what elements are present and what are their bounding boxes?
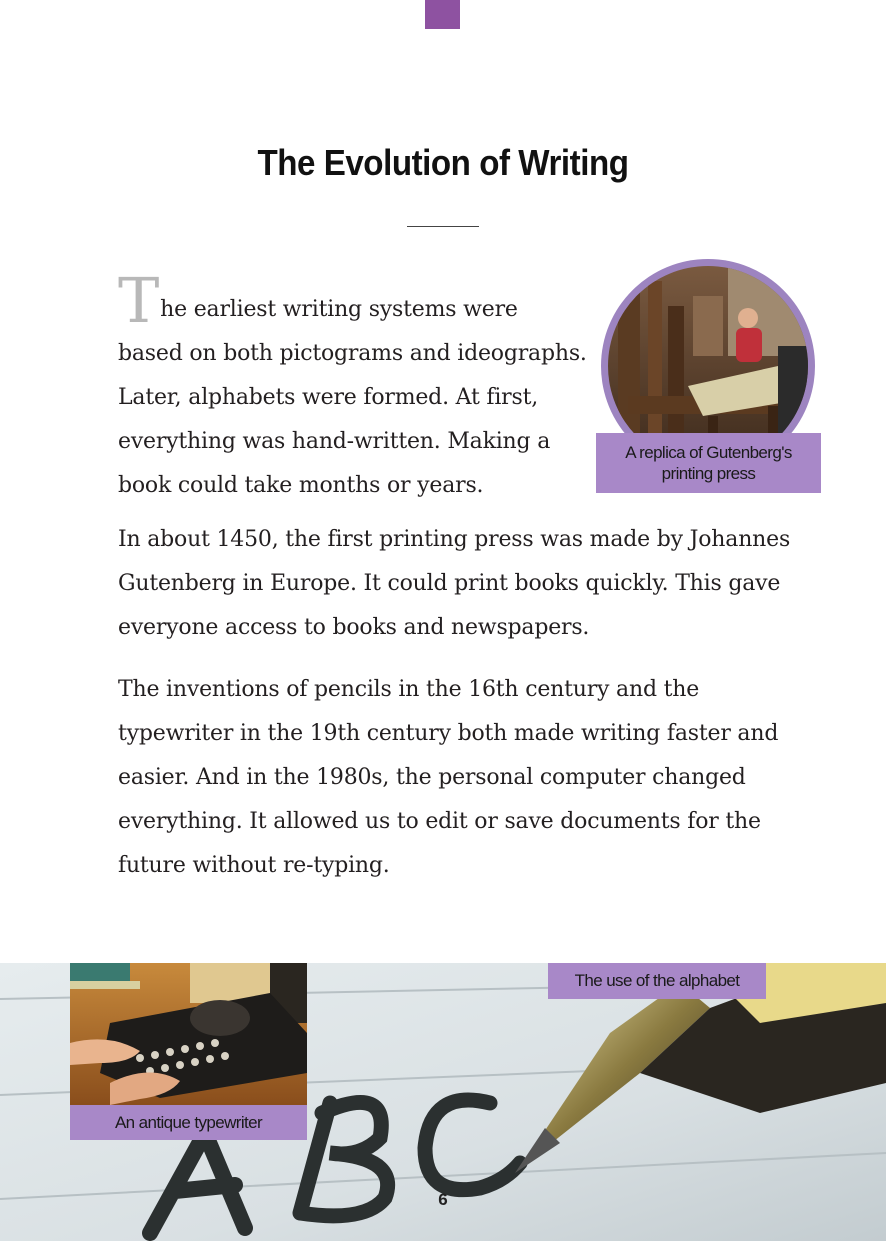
paragraph-2: In about 1450, the first printing press was made by Johannes Gutenberg in Europe. It could print books quickly. This gave everyone access to books and newspapers.	[118, 527, 791, 640]
paragraph-1	[118, 264, 588, 508]
top-accent-tab	[425, 0, 460, 29]
printing-press-caption-line-1: A replica of Gutenberg's	[625, 443, 792, 462]
printing-press-caption-line-2: printing press	[661, 464, 756, 483]
title-divider	[407, 226, 479, 227]
printing-press-caption	[596, 433, 821, 493]
paragraph-3: The inventions of pencils in the 16th century and the typewriter in the 19th century both made writing faster and easier. And in the 1980s, the personal computer changed everything. It allowed us to edit or save documents for the future without re-typing.	[118, 677, 779, 878]
typewriter-illustration	[70, 963, 307, 1105]
page-number: 6	[438, 1190, 448, 1209]
paragraph-1-text: he earliest writing systems were based on both pictograms and ideographs. Later, alphabets were formed. At first, everything was hand-written. Making a book could take months or years.	[118, 297, 587, 498]
drop-cap: T	[118, 264, 160, 337]
alphabet-caption: The use of the alphabet	[548, 963, 766, 999]
typewriter-caption: An antique typewriter	[70, 1105, 307, 1140]
typewriter-photo	[70, 963, 307, 1105]
page-title: The Evolution of Writing	[257, 142, 629, 184]
